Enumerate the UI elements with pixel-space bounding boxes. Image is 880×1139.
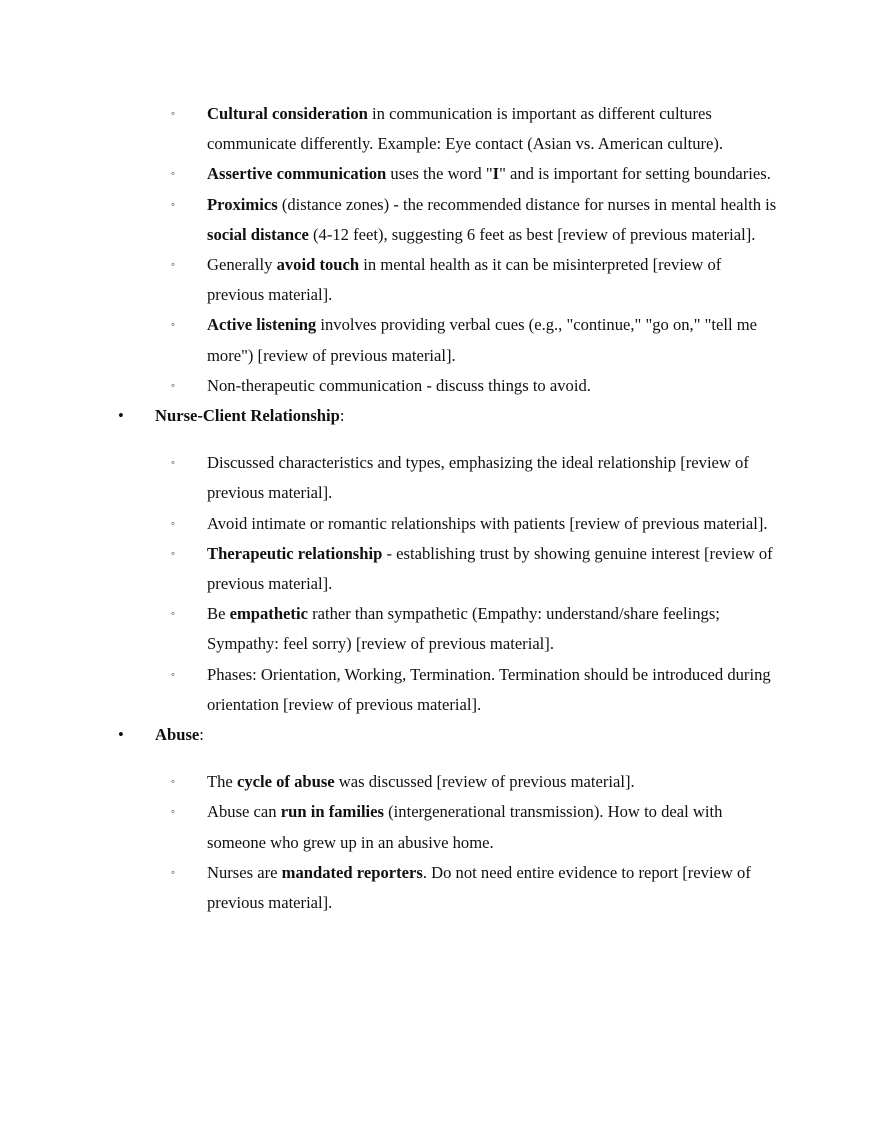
text-run: involves providing verbal cues (e.g., "continue," "go on," "tell me more") [review of previous material]. xyxy=(207,315,758,365)
hollow-bullet-icon: ◦ xyxy=(171,259,175,272)
text-run: The xyxy=(207,772,237,792)
text-run: was discussed [review of previous material]. xyxy=(334,772,635,792)
hollow-bullet-icon: ◦ xyxy=(171,108,175,120)
hollow-bullet-icon: ◦ xyxy=(171,776,175,789)
bullet-icon: • xyxy=(118,725,124,745)
text-run: " and is important for setting boundaries. xyxy=(499,164,771,184)
text-run: (4-12 feet), suggesting 6 feet as best [review of previous material]. xyxy=(308,224,756,244)
sub-bullet-item xyxy=(0,99,777,159)
hollow-bullet-icon: ◦ xyxy=(171,547,175,560)
sub-bullet-item xyxy=(0,448,777,508)
bold-term: cycle of abuse xyxy=(236,772,335,792)
text-run: Generally xyxy=(207,255,277,275)
text-run: Non-therapeutic communication - discuss things to avoid. xyxy=(207,375,591,395)
text-run: Avoid intimate or romantic relationships with patients [review of previous material]. xyxy=(207,513,768,533)
text-run: : xyxy=(199,725,204,745)
sub-bullet-item xyxy=(0,509,777,539)
hollow-bullet-icon: ◦ xyxy=(171,457,175,470)
bold-term: social distance xyxy=(207,224,309,244)
bold-term: Nurse-Client Relationship xyxy=(155,406,340,426)
bold-term: Cultural consideration xyxy=(207,104,368,123)
hollow-bullet-icon: ◦ xyxy=(171,806,175,819)
document-page xyxy=(0,99,880,918)
sub-bullet-item xyxy=(0,660,777,720)
text-run: rather than sympathetic (Empathy: understand/share feelings; Sympathy: feel sorry) [review of previous material]. xyxy=(207,604,720,654)
bold-term: Assertive communication xyxy=(207,164,387,184)
hollow-bullet-icon: ◦ xyxy=(171,168,175,181)
hollow-bullet-icon: ◦ xyxy=(171,866,175,879)
text-run: . Do not need entire evidence to report [review of previous material]. xyxy=(207,862,751,913)
sub-bullet-item xyxy=(0,858,777,918)
text-run: Phases: Orientation, Working, Termination. Termination should be introduced during orientation [review of previous material]. xyxy=(207,664,771,714)
hollow-bullet-icon: ◦ xyxy=(171,198,175,211)
bold-term: Abuse xyxy=(155,725,200,745)
text-run: in communication is important as different cultures communicate differently. Example: Eye contact (Asian vs. American culture). xyxy=(207,104,724,154)
sub-bullet-item xyxy=(0,310,777,370)
sub-bullet-item xyxy=(0,190,777,250)
sub-bullet-item xyxy=(0,767,777,797)
hollow-bullet-icon: ◦ xyxy=(171,319,175,332)
bold-term: Active listening xyxy=(207,315,317,335)
sub-bullet-item xyxy=(0,539,777,599)
bold-term: Proximics xyxy=(207,194,278,214)
sub-bullet-item xyxy=(0,371,777,401)
bold-term: avoid touch xyxy=(276,255,360,275)
text-run: (distance zones) - the recommended distance for nurses in mental health is xyxy=(277,194,777,214)
bold-term: empathetic xyxy=(229,604,308,624)
hollow-bullet-icon: ◦ xyxy=(171,608,175,621)
hollow-bullet-icon: ◦ xyxy=(171,379,175,392)
sub-bullet-item xyxy=(0,599,777,659)
bold-term: mandated reporters xyxy=(281,862,423,882)
bullet-icon: • xyxy=(118,406,124,426)
bold-term: run in families xyxy=(280,802,384,822)
hollow-bullet-icon: ◦ xyxy=(171,517,175,530)
bold-term: Therapeutic relationship xyxy=(207,543,383,563)
text-run: Abuse can xyxy=(207,802,281,822)
section-bullet xyxy=(0,720,880,750)
text-run: Be xyxy=(207,604,230,624)
section-bullet xyxy=(0,401,880,431)
text-run: Nurses are xyxy=(207,862,282,882)
text-run: : xyxy=(339,406,345,426)
text-run: in mental health as it can be misinterpreted [review of previous material]. xyxy=(207,255,722,305)
text-run: - establishing trust by showing genuine interest [review of previous material]. xyxy=(207,543,773,594)
text-run: uses the word " xyxy=(386,164,493,184)
sub-bullet-item xyxy=(0,159,777,189)
hollow-bullet-icon: ◦ xyxy=(171,668,175,681)
sub-bullet-item xyxy=(0,250,777,310)
sub-bullet-item xyxy=(0,797,777,857)
text-run: (intergenerational transmission). How to deal with someone who grew up in an abusive home. xyxy=(207,802,723,852)
bold-term: I xyxy=(492,164,500,184)
text-run: Discussed characteristics and types, emphasizing the ideal relationship [review of previous material]. xyxy=(207,453,749,503)
